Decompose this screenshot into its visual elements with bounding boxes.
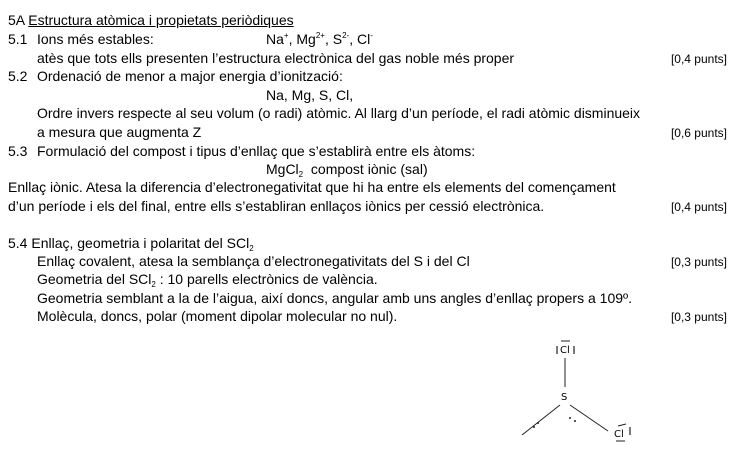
section-5-4-line-3: Geometria semblant a la de l’aigua, així doncs, angular amb uns angles d’enllaç propers a 109º.	[37, 290, 633, 306]
right-chlorine	[614, 424, 630, 441]
compound-type: compost iònic (sal)	[303, 161, 428, 177]
section-5-4-points-1: [0,3 punts]	[670, 255, 727, 269]
section-5-2-points: [0,6 punts]	[670, 126, 727, 140]
section-5-2-number: 5.2	[8, 68, 28, 84]
ions-list	[266, 31, 373, 47]
geometry-text: : 10 parells electrònics de valència.	[155, 271, 378, 287]
ion-mg: Mg	[296, 31, 316, 47]
top-chlorine	[557, 341, 574, 356]
ion-cl: Cl	[356, 31, 371, 47]
geometry-subscript: 2	[151, 280, 156, 289]
section-5-3-explanation-2: d’un període i els del final, entre ells s’establiran enllaços iònics per cessió electrònica.	[8, 198, 545, 214]
lone-pair-dot	[569, 417, 571, 419]
section-5-2-explanation-2: a mesura que augmenta Z	[37, 124, 202, 140]
section-5a-number: 5A	[8, 12, 25, 28]
section-5-4-line-4: Molècula, doncs, polar (moment dipolar molecular no nul).	[37, 308, 398, 324]
section-5-2-explanation-1: Ordre invers respecte al seu volum (o radi) atòmic. Al llarg d’un període, el radi atòmic disminueix	[37, 105, 641, 121]
sulfur-label: S	[561, 392, 568, 403]
section-5a-title: Estructura atòmica i propietats periòdiques	[28, 12, 294, 28]
ion-s: S	[332, 31, 343, 47]
section-5-3-title: Formulació del compost i tipus d’enllaç que s’establirà entre els àtoms:	[37, 143, 476, 159]
section-5a-heading	[8, 12, 294, 28]
lone-pair-dot	[574, 420, 576, 422]
bond-left-pair	[522, 405, 560, 435]
section-5-1-number: 5.1	[8, 31, 28, 47]
ion-separator: ,	[324, 31, 333, 47]
bond-right	[570, 405, 608, 431]
section-5-4-heading	[8, 235, 254, 251]
section-5-1-label: Ions més estables:	[37, 31, 154, 47]
section-5-2-title: Ordenació de menor a major energia d’ionització:	[37, 68, 343, 84]
ion-mg-charge: 2+	[315, 31, 325, 40]
section-5-1-explanation: atès que tots ells presenten l’estructura electrònica del gas noble més proper	[37, 50, 515, 66]
top-cl-label: Cl	[560, 345, 570, 356]
section-5-4-points-2: [0,3 punts]	[670, 310, 727, 324]
right-cl-label: Cl	[614, 429, 624, 440]
formula-base: MgCl	[266, 161, 299, 177]
ion-cl-charge: -	[370, 31, 373, 40]
section-5-3-points: [0,4 punts]	[670, 200, 727, 214]
section-5-3-explanation-1: Enllaç iònic. Atesa la diferencia d’electronegativitat que hi ha entre els elements del començament	[8, 179, 616, 195]
section-5-4-line-2	[37, 271, 378, 287]
compound-formula	[266, 161, 428, 177]
ion-na: Na	[266, 31, 284, 47]
ion-s-charge: 2-	[342, 31, 350, 40]
section-5-4-title: Enllaç, geometria i polaritat del SCl	[31, 235, 250, 251]
section-5-4-line-1: Enllaç covalent, atesa la semblança d’electronegativitats del S i del Cl	[37, 253, 470, 269]
section-5-3-number: 5.3	[8, 143, 28, 159]
section-5-4-number: 5.4	[8, 235, 28, 251]
section-5-1-points: [0,4 punts]	[670, 52, 727, 66]
scl2-lewis-diagram	[510, 335, 650, 447]
ionization-order: Na, Mg, S, Cl,	[266, 87, 354, 103]
ion-na-charge: +	[283, 31, 289, 40]
ion-separator: ,	[349, 31, 357, 47]
section-5-4-title-subscript: 2	[249, 244, 254, 253]
formula-subscript: 2	[298, 170, 304, 179]
geometry-label: Geometria del SCl	[37, 271, 152, 287]
ion-separator: ,	[288, 31, 297, 47]
